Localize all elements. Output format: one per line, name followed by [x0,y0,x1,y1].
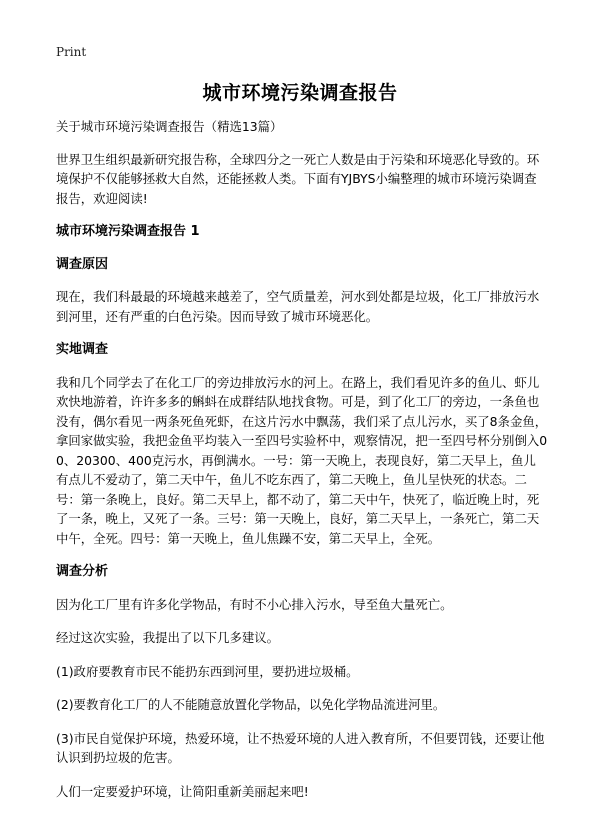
article-body [56,117,548,801]
suggestion-item-1: (1)政府要教育市民不能扔东西到河里，要扔进垃圾桶。 [56,663,359,679]
reason-paragraph: 现在，我们科最最的环境越来越差了，空气质量差，河水到处都是垃圾，化工厂排放污水到河里，还有严重的白色污染。因而导致了城市环境恶化。 [56,289,540,324]
closing-paragraph: 人们一定要爱护环境，让简阳重新美丽起来吧! [56,783,309,799]
intro-paragraph: 世界卫生组织最新研究报告称，全球四分之一死亡人数是由于污染和环境恶化导致的。环境保护不仅能够拯救大自然，还能拯救人类。下面有YJBYS小编整理的城市环境污染调查报告，欢迎阅读! [56,151,540,206]
analysis-paragraph: 因为化工厂里有许多化学物品，有时不小心排入污水，导至鱼大量死亡。 [56,596,453,612]
article-subtitle: 关于城市环境污染调查报告（精选13篇） [56,119,283,134]
section-title: 城市环境污染调查报告 1 [56,224,200,239]
reason-heading: 调查原因 [56,256,109,272]
page-title: 城市环境污染调查报告 [202,82,398,104]
analysis-heading: 调查分析 [56,564,109,579]
suggestion-item-2: (2)要教育化工厂的人不能随意放置化学物品，以免化学物品流进河里。 [56,697,446,712]
suggestion-item-3: (3)市民自觉保护环境，热爱环境，让不热爱环境的人进入教育所，不但要罚钱，还要让他认识到扔垃圾的危害。 [56,730,545,765]
print-link[interactable]: Print [56,45,87,59]
field-paragraph: 我和几个同学去了在化工厂的旁边排放污水的河上。在路上，我们看见许多的鱼儿、虾儿欢快地游着，许许多多的蝌蚪在成群结队地找食物。可是，到了化工厂的旁边，一条鱼也没有，偶尔看见一两条死鱼死虾，在这片污水中飘荡，我们采了点儿污水，买了8条金鱼，拿回家做实验，我把金鱼平均装入一至四号实验杯中，观察情况，把一至四号杯分别倒入00、20300、400克污水，再倒满水。一号：第一天晚上，表现良好，第二天早上，鱼儿有点儿不爱动了，第二天中午，鱼儿不吃东西了，第二天晚上，鱼儿呈快死的状态。二号：第一条晚上，良好。第二天早上，都不动了，第二天中午，快死了，临近晚上时，死了一条，晚上，又死了一条。三号：第一天晚上，良好，第二天早上，一条死亡，第二天中午，全死。四号：第一天晚上，鱼儿焦躁不安，第二天早上，全死。 [56,374,548,546]
suggestion-intro: 经过这次实验，我提出了以下几多建议。 [56,630,280,645]
field-heading: 实地调查 [56,342,109,357]
